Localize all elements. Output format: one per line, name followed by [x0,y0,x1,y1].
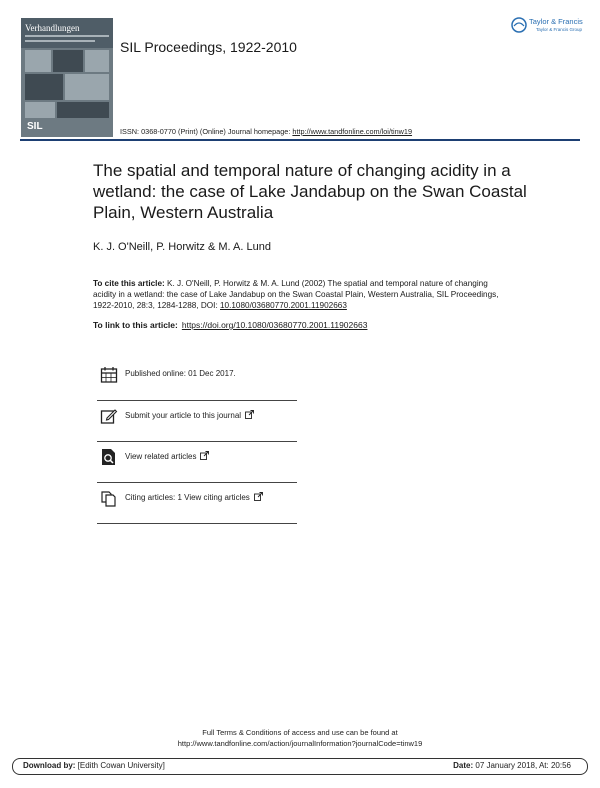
document-search-icon [100,448,118,466]
issn-text: ISSN: 0368-0770 (Print) (Online) Journal homepage: [120,127,293,136]
journal-name: SIL Proceedings, 1922-2010 [120,39,297,55]
download-info-bar [12,758,588,775]
pencil-edit-icon [100,407,118,425]
citing-articles-label: Citing articles: 1 View citing articles [125,492,263,502]
cover-title: Verhandlungen [25,23,80,33]
article-link-block [93,320,367,330]
calendar-icon [100,366,118,384]
citation-doi-link[interactable]: 10.1080/03680770.2001.11902663 [220,301,347,310]
external-link-icon [245,410,254,419]
submit-article-item[interactable] [97,401,297,442]
submit-article-label: Submit your article to this journal [125,410,254,420]
journal-cover-image [21,18,113,137]
external-link-icon [200,451,209,460]
related-articles-item[interactable] [97,442,297,483]
article-link-label: To link to this article: [93,320,178,330]
published-online-label: Published online: 01 Dec 2017. [125,369,236,378]
related-articles-label: View related articles [125,451,209,461]
article-title: The spatial and temporal nature of changing acidity in a wetland: the case of Lake Jandabup on the Swan Coastal Plain, Western Australia [93,161,527,222]
downloaded-by: Download by: [Edith Cowan University] [23,761,165,770]
publisher-name: Taylor & Francis [529,17,583,26]
article-authors: K. J. O'Neill, P. Horwitz & M. A. Lund [93,241,271,253]
citation-label: To cite this article: [93,279,165,288]
publisher-group: Taylor & Francis Group [536,27,583,32]
header-divider [20,139,580,141]
copy-documents-icon [100,489,118,507]
issn-line [120,127,412,136]
article-doi-link[interactable]: https://doi.org/10.1080/03680770.2001.11902663 [181,320,368,330]
terms-link[interactable]: http://www.tandfonline.com/action/journalInformation?journalCode=tinw19 [177,739,423,748]
citation-text: K. J. O'Neill, P. Horwitz & M. A. Lund (2002) The spatial and temporal nature of changing acidity in a wetland: the case of Lake Jandabup on the Swan Coastal Plain, Western Australia, SIL Proceedings, 1922-2010, 28:3, 1284-1288, DOI: [93,279,499,310]
citing-articles-item[interactable] [97,483,297,524]
cover-logo: SIL [27,121,43,132]
published-online-item [97,360,297,401]
citation-block [93,278,513,311]
download-date: Date: 07 January 2018, At: 20:56 [453,761,571,770]
terms-text: Full Terms & Conditions of access and use can be found at [202,728,398,737]
external-link-icon [254,492,263,501]
journal-homepage-link[interactable]: http://www.tandfonline.com/loi/tinw19 [292,127,413,136]
